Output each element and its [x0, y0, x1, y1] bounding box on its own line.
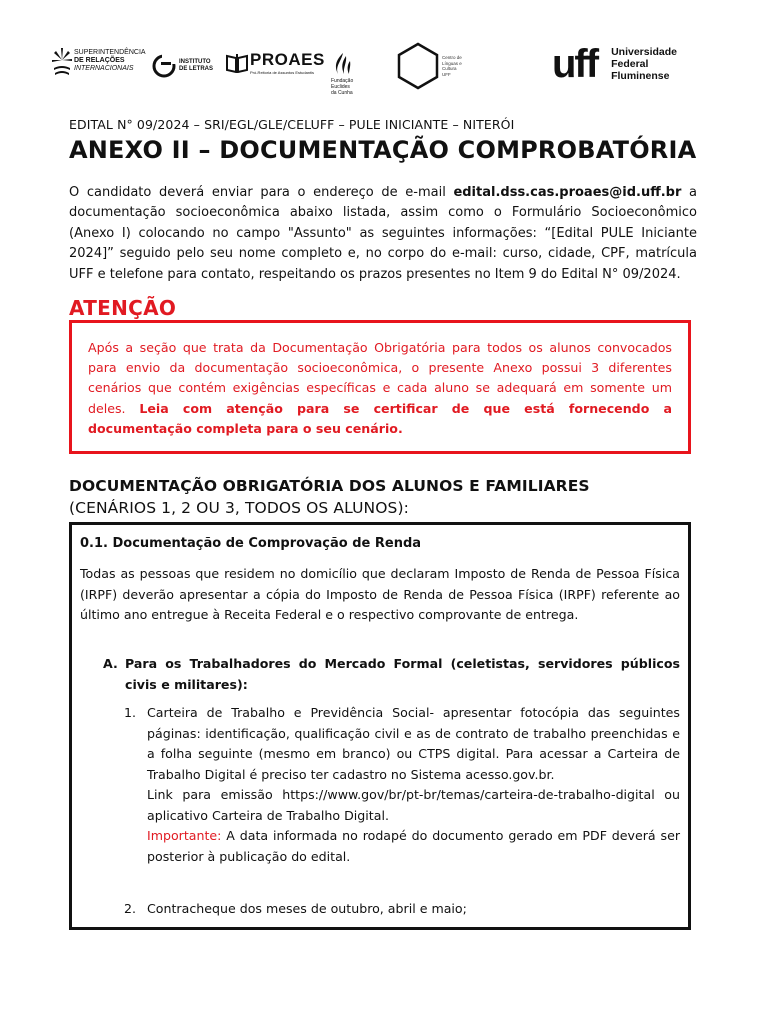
- box-paragraph: Todas as pessoas que residem no domicílio que declaram Imposto de Renda de Pessoa Física (IRPF) deverão apresentar a cópia do Imposto de Renda de Pessoa Física (IRPF) referente ao último ano entregue à Receita Federal e o respectivo comprovante de entrega.: [80, 566, 680, 622]
- documentation-box: [69, 522, 691, 930]
- sri-logo: [52, 46, 146, 76]
- header-logos: [52, 40, 716, 96]
- sub-list-number: 1.: [124, 705, 137, 720]
- uff-logo: [552, 44, 677, 84]
- list-item-text: Para os Trabalhadores do Mercado Formal (celetistas, servidores públicos civis e militares):: [125, 656, 680, 692]
- intro-paragraph: [69, 183, 697, 285]
- centro-line: UFF: [442, 71, 451, 77]
- important-label: Importante:: [147, 828, 222, 843]
- sub-list-text: Contracheque dos meses de outubro, abril e maio;: [147, 901, 467, 916]
- sub-list-item: [124, 899, 680, 920]
- uff-name-line: Federal: [611, 58, 649, 70]
- instituto-letras-logo: [152, 54, 213, 78]
- uff-wordmark: uff: [552, 42, 598, 86]
- instituto-letras-emblem-icon: [152, 54, 176, 78]
- hexagon-icon: [396, 42, 440, 90]
- list-item-a: [103, 654, 680, 695]
- page-title: ANEXO II – DOCUMENTAÇÃO COMPROBATÓRIA: [69, 136, 697, 164]
- important-note: [147, 826, 680, 867]
- proaes-subtitle: Pró-Reitoria de Assuntos Estudantis: [250, 70, 315, 75]
- centro-linguas-logo: [396, 42, 462, 90]
- sub-list-number: 2.: [124, 901, 137, 916]
- atencao-box: [69, 320, 691, 454]
- box-title: 0.1. Documentação de Comprovação de Renda: [80, 536, 422, 551]
- sri-logo-line: SUPERINTENDÊNCIA: [74, 49, 146, 56]
- instituto-letras-line: DE LETRAS: [179, 66, 214, 72]
- fundacao-flame-icon: [332, 52, 354, 78]
- proaes-name: PROAES: [250, 50, 325, 69]
- email-address: edital.dss.cas.proaes@id.uff.br: [453, 185, 682, 200]
- instituto-letras-line: INSTITUTO: [179, 59, 211, 65]
- atencao-emphasis: Leia com atenção para se certificar de que está fornecendo a documentação completa para o seu cenário.: [88, 400, 672, 436]
- sub-list-text: Carteira de Trabalho e Previdência Social- apresentar fotocópia das seguintes páginas: identificação, qualificação civil e as de contrato de trabalho preenchidas e a folha seguinte (mesmo em branco) ou CTPS digital. Para acessar a Carteira de Trabalho Digital é preciso ter cadastro no Sistema acesso.gov.br.: [147, 705, 680, 782]
- fundacao-line: Fundação: [331, 78, 354, 84]
- sri-logo-line: DE RELAÇÕES: [74, 57, 125, 64]
- sub-list-item: [124, 703, 680, 867]
- intro-text: a documentação socioeconômica abaixo listada, assim como o Formulário Socioeconômico (Anexo I) colocando no campo "Assunto" as seguintes informações: “[Edital PULE Iniciante 2024]” seguido pelo seu nome completo e, no corpo do e-mail: curso, cidade, CPF, matrícula UFF e telefone para contato, respeitando os prazos presentes no Item 9 do Edital N° 09/2024.: [69, 185, 697, 282]
- atencao-title: ATENÇÃO: [69, 296, 177, 320]
- fundacao-line: Euclides da Cunha: [331, 84, 353, 96]
- centro-line: Centro de: [442, 55, 462, 60]
- proaes-book-icon: [226, 53, 248, 73]
- uff-name-line: Universidade: [611, 46, 678, 58]
- fundacao-logo: [331, 52, 354, 96]
- centro-line: Línguas e: [442, 60, 462, 66]
- important-text: A data informada no rodapé do documento gerado em PDF deverá ser posterior à publicação do edital.: [147, 828, 680, 864]
- section-subheading: (CENÁRIOS 1, 2 OU 3, TODOS OS ALUNOS):: [69, 499, 409, 517]
- intro-text: O candidato deverá enviar para o endereço de e-mail: [69, 185, 454, 200]
- proaes-logo: [226, 50, 325, 75]
- uff-name-line: Fluminense: [611, 70, 670, 82]
- edital-line: EDITAL N° 09/2024 – SRI/EGL/GLE/CELUFF – PULE INICIANTE – NITERÓI: [69, 117, 515, 132]
- centro-line: Cultura: [442, 66, 457, 71]
- atencao-text: [88, 338, 672, 439]
- atencao-body: Após a seção que trata da Documentação Obrigatória para todos os alunos convocados para envio da documentação socioeconômica, o presente Anexo possui 3 diferentes cenários que contém exigências específicas e cada aluno se adequará em somente um deles.: [88, 340, 672, 416]
- section-heading: DOCUMENTAÇÃO OBRIGATÓRIA DOS ALUNOS E FAMILIARES: [69, 477, 590, 495]
- list-marker: A.: [103, 656, 118, 671]
- sri-logo-line: INTERNACIONAIS: [74, 65, 134, 72]
- sri-starburst-icon: [52, 46, 72, 76]
- link-line: Link para emissão https://www.gov/br/pt-br/temas/carteira-de-trabalho-digital ou aplicativo Carteira de Trabalho Digital.: [147, 787, 680, 823]
